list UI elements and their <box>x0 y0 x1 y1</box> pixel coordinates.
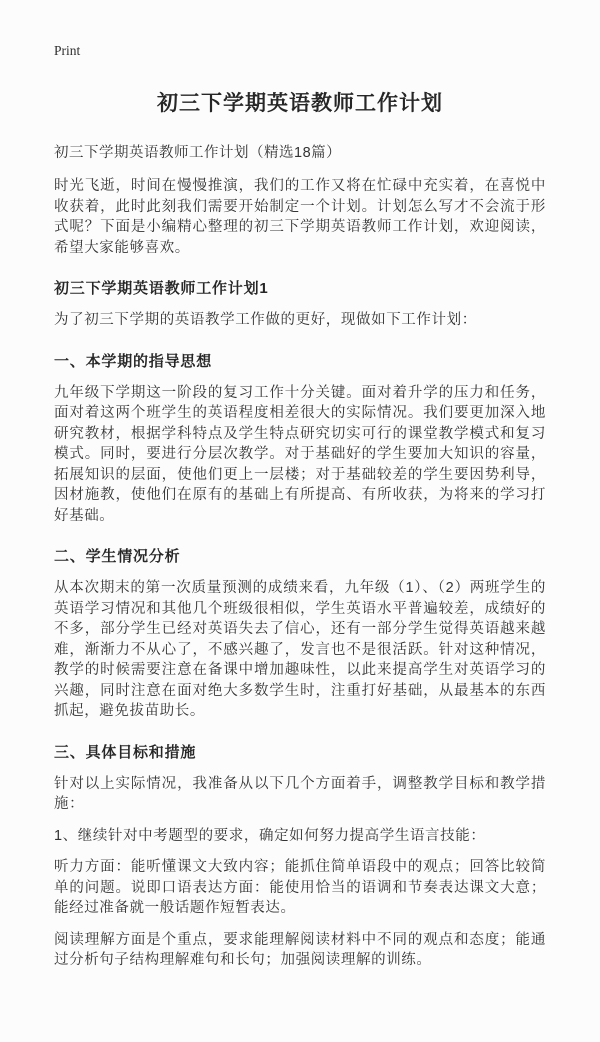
part3-reading-paragraph: 阅读理解方面是个重点，要求能理解阅读材料中不同的观点和态度；能通过分析句子结构理解难句和长句；加强阅读理解的训练。 <box>54 931 546 968</box>
section1-title: 初三下学期英语教师工作计划1 <box>54 280 269 297</box>
part3-intro-paragraph: 针对以上实际情况，我准备从以下几个方面着手，调整教学目标和教学措施： <box>54 775 546 812</box>
part2-heading: 二、学生情况分析 <box>54 548 181 565</box>
part1-paragraph: 九年级下学期这一阶段的复习工作十分关键。面对着升学的压力和任务，面对着这两个班学生的英语程度相差很大的实际情况。我们要更加深入地研究教材，根据学科特点及学生特点研究切实可行的课堂教学模式和复习模式。同时，要进行分层次教学。对于基础好的学生要加大知识的容量，拓展知识的层面，使他们更上一层楼；对于基础较差的学生要因势利导，因材施教，使他们在原有的基础上有所提高、有所收获，为将来的学习打好基础。 <box>54 384 546 524</box>
print-link[interactable]: Print <box>54 43 81 58</box>
part1-heading: 一、本学期的指导思想 <box>54 352 213 370</box>
part2-paragraph: 从本次期末的第一次质量预测的成绩来看，九年级（1）、（2）两班学生的英语学习情况和其他几个班级很相似，学生英语水平普遍较差，成绩好的不多，部分学生已经对英语失去了信心，还有一部分学生觉得英语越来越难，渐渐力不从心了，不感兴趣了，发言也不是很活跃。针对这种情况，教学的时候需要注意在备课中增加趣味性，以此来提高学生对英语学习的兴趣，同时注意在面对绝大多数学生时，注重打好基础，从最基本的东西抓起，避免拔苗助长。 <box>54 580 546 719</box>
part3-heading: 三、具体目标和措施 <box>54 743 197 761</box>
part3-listening-paragraph: 听力方面：能听懂课文大致内容；能抓住简单语段中的观点；回答比较简单的问题。说即口语表达方面：能使用恰当的语调和节奏表达课文大意；能经过准备就一般话题作短暂表达。 <box>54 859 546 916</box>
section1-intro-paragraph: 为了初三下学期的英语教学工作做的更好，现做如下工作计划： <box>54 312 477 328</box>
page-subtitle: 初三下学期英语教师工作计划（精选18篇） <box>54 145 342 161</box>
page-title: 初三下学期英语教师工作计划 <box>157 92 443 115</box>
intro-paragraph: 时光飞逝，时间在慢慢推演，我们的工作又将在忙碌中充实着，在喜悦中收获着，此时此刻我们需要开始制定一个计划。计划怎么写才不会流于形式呢？下面是小编精心整理的初三下学期英语教师工作计划，欢迎阅读，希望大家能够喜欢。 <box>54 178 546 256</box>
part3-item1-paragraph: 1、继续针对中考题型的要求，确定如何努力提高学生语言技能： <box>54 827 486 844</box>
